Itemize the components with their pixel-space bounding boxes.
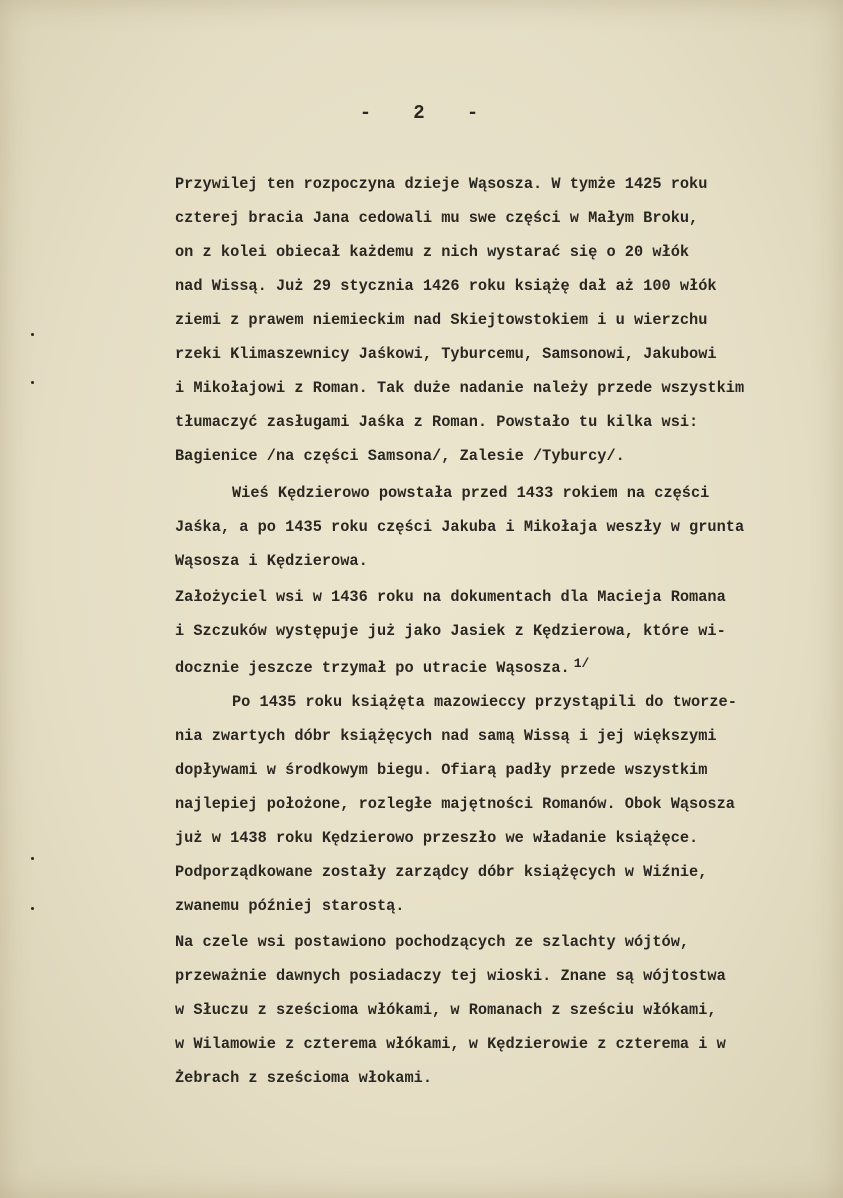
footnote-mark: 1/ <box>573 656 590 671</box>
text-line: tłumaczyć zasługami Jaśka z Roman. Powstało tu kilka wsi: <box>175 413 699 431</box>
text-line: zwanemu później starostą. <box>175 897 405 915</box>
text-line: Żebrach z sześcioma włokami. <box>175 1069 433 1087</box>
text-line: rzeki Klimaszewnicy Jaśkowi, Tyburcemu, Samsonowi, Jakubowi <box>175 345 717 363</box>
text-line: Po 1435 roku książęta mazowieccy przystąpili do tworze- <box>232 693 737 711</box>
text-line: nad Wissą. Już 29 stycznia 1426 roku książę dał aż 100 włók <box>175 277 717 295</box>
punch-dot <box>31 907 34 910</box>
text-line: nia zwartych dóbr książęcych nad samą Wissą i jej większymi <box>175 727 717 745</box>
punch-dot <box>31 333 34 336</box>
text-line: w Wilamowie z czterema włókami, w Kędzierowie z czterema i w <box>175 1035 726 1053</box>
text-line: Założyciel wsi w 1436 roku na dokumentach dla Macieja Romana <box>175 588 726 606</box>
line-text: docznie jeszcze trzymał po utracie Wąsosza. <box>175 659 570 677</box>
text-line: Jaśka, a po 1435 roku części Jakuba i Mikołaja weszły w grunta <box>175 518 745 536</box>
text-line: Podporządkowane zostały zarządcy dóbr książęcych w Wiźnie, <box>175 863 708 881</box>
text-line: i Szczuków występuje już jako Jasiek z Kędzierowa, które wi- <box>175 622 726 640</box>
page-number: - 2 - <box>359 102 481 124</box>
text-line: Bagienice /na części Samsona/, Zalesie /Tyburcy/. <box>175 447 625 465</box>
text-line: Przywilej ten rozpoczyna dzieje Wąsosza. W tymże 1425 roku <box>175 175 708 193</box>
text-line: dopływami w środkowym biegu. Ofiarą padły przede wszystkim <box>175 761 708 779</box>
text-line: Wąsosza i Kędzierowa. <box>175 552 368 570</box>
text-line: już w 1438 roku Kędzierowo przeszło we władanie książęce. <box>175 829 699 847</box>
text-line: najlepiej położone, rozległe majętności Romanów. Obok Wąsosza <box>175 795 735 813</box>
punch-dot <box>31 381 34 384</box>
text-line: ziemi z prawem niemieckim nad Skiejtowstokiem i u wierzchu <box>175 311 708 329</box>
text-line: w Słuczu z sześcioma włókami, w Romanach z sześciu włókami, <box>175 1001 717 1019</box>
text-line: przeważnie dawnych posiadaczy tej wioski. Znane są wójtostwa <box>175 967 726 985</box>
text-line: Na czele wsi postawiono pochodzących ze szlachty wójtów, <box>175 933 690 951</box>
text-line: czterej bracia Jana cedowali mu swe części w Małym Broku, <box>175 209 699 227</box>
text-line: on z kolei obiecał każdemu z nich wystarać się o 20 włók <box>175 243 690 261</box>
text-line: Wieś Kędzierowo powstała przed 1433 rokiem na części <box>232 484 710 502</box>
text-line: i Mikołajowi z Roman. Tak duże nadanie należy przede wszystkim <box>175 379 745 397</box>
punch-dot <box>31 857 34 860</box>
text-line <box>175 656 589 677</box>
